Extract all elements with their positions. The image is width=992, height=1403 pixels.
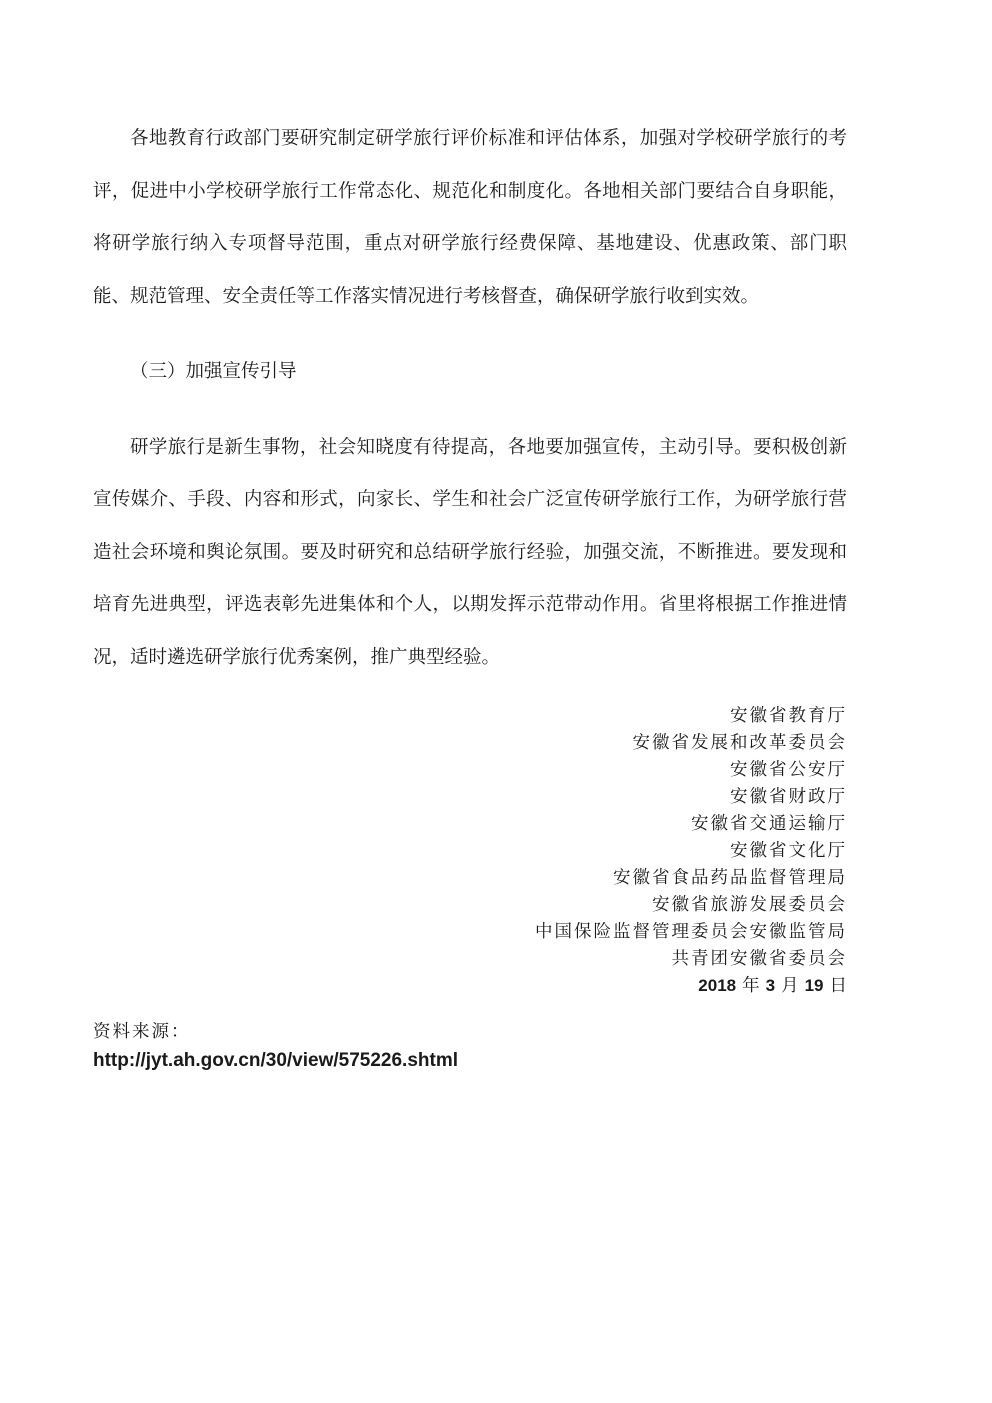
date-day-label: 日 bbox=[829, 975, 847, 995]
source-label: 资料来源： bbox=[93, 1021, 191, 1041]
date-day: 19 bbox=[804, 976, 824, 995]
section-heading: （三）加强宣传引导 bbox=[130, 360, 297, 381]
date-line bbox=[93, 972, 847, 999]
date-month: 3 bbox=[765, 976, 776, 995]
signature-line: 安徽省发展和改革委员会 bbox=[632, 732, 847, 752]
signature-line: 安徽省公安厅 bbox=[730, 759, 847, 779]
signature-line: 安徽省交通运输厅 bbox=[691, 813, 847, 833]
signature-line: 安徽省文化厅 bbox=[730, 840, 847, 860]
signature-line: 中国保险监督管理委员会安徽监管局 bbox=[535, 921, 847, 941]
paragraph-evaluation: 各地教育行政部门要研究制定研学旅行评价标准和评估体系，加强对学校研学旅行的考评，促进中小学校研学旅行工作常态化、规范化和制度化。各地相关部门要结合自身职能，将研学旅行纳入专项督导范围，重点对研学旅行经费保障、基地建设、优惠政策、部门职能、规范管理、安全责任等工作落实情况进行考核督查，确保研学旅行收到实效。 bbox=[93, 127, 847, 306]
source-section bbox=[93, 1016, 847, 1076]
signature-line: 共青团安徽省委员会 bbox=[671, 948, 847, 968]
paragraph-publicity: 研学旅行是新生事物，社会知晓度有待提高，各地要加强宣传，主动引导。要积极创新宣传媒介、手段、内容和形式，向家长、学生和社会广泛宣传研学旅行工作，为研学旅行营造社会环境和舆论氛围。要及时研究和总结研学旅行经验，加强交流，不断推进。要发现和培育先进典型，评选表彰先进集体和个人，以期发挥示范带动作用。省里将根据工作推进情况，适时遴选研学旅行优秀案例，推广典型经验。 bbox=[93, 435, 847, 667]
signature-line: 安徽省教育厅 bbox=[730, 705, 847, 725]
signature-line: 安徽省旅游发展委员会 bbox=[652, 894, 847, 914]
source-url: http://jyt.ah.gov.cn/30/view/575226.shtml bbox=[93, 1050, 458, 1071]
date-year-label: 年 bbox=[742, 975, 760, 995]
date-year: 2018 bbox=[698, 976, 737, 995]
signature-line: 安徽省食品药品监督管理局 bbox=[613, 867, 847, 887]
signature-block bbox=[93, 702, 847, 999]
signature-line: 安徽省财政厅 bbox=[730, 786, 847, 806]
date-month-label: 月 bbox=[781, 975, 799, 995]
